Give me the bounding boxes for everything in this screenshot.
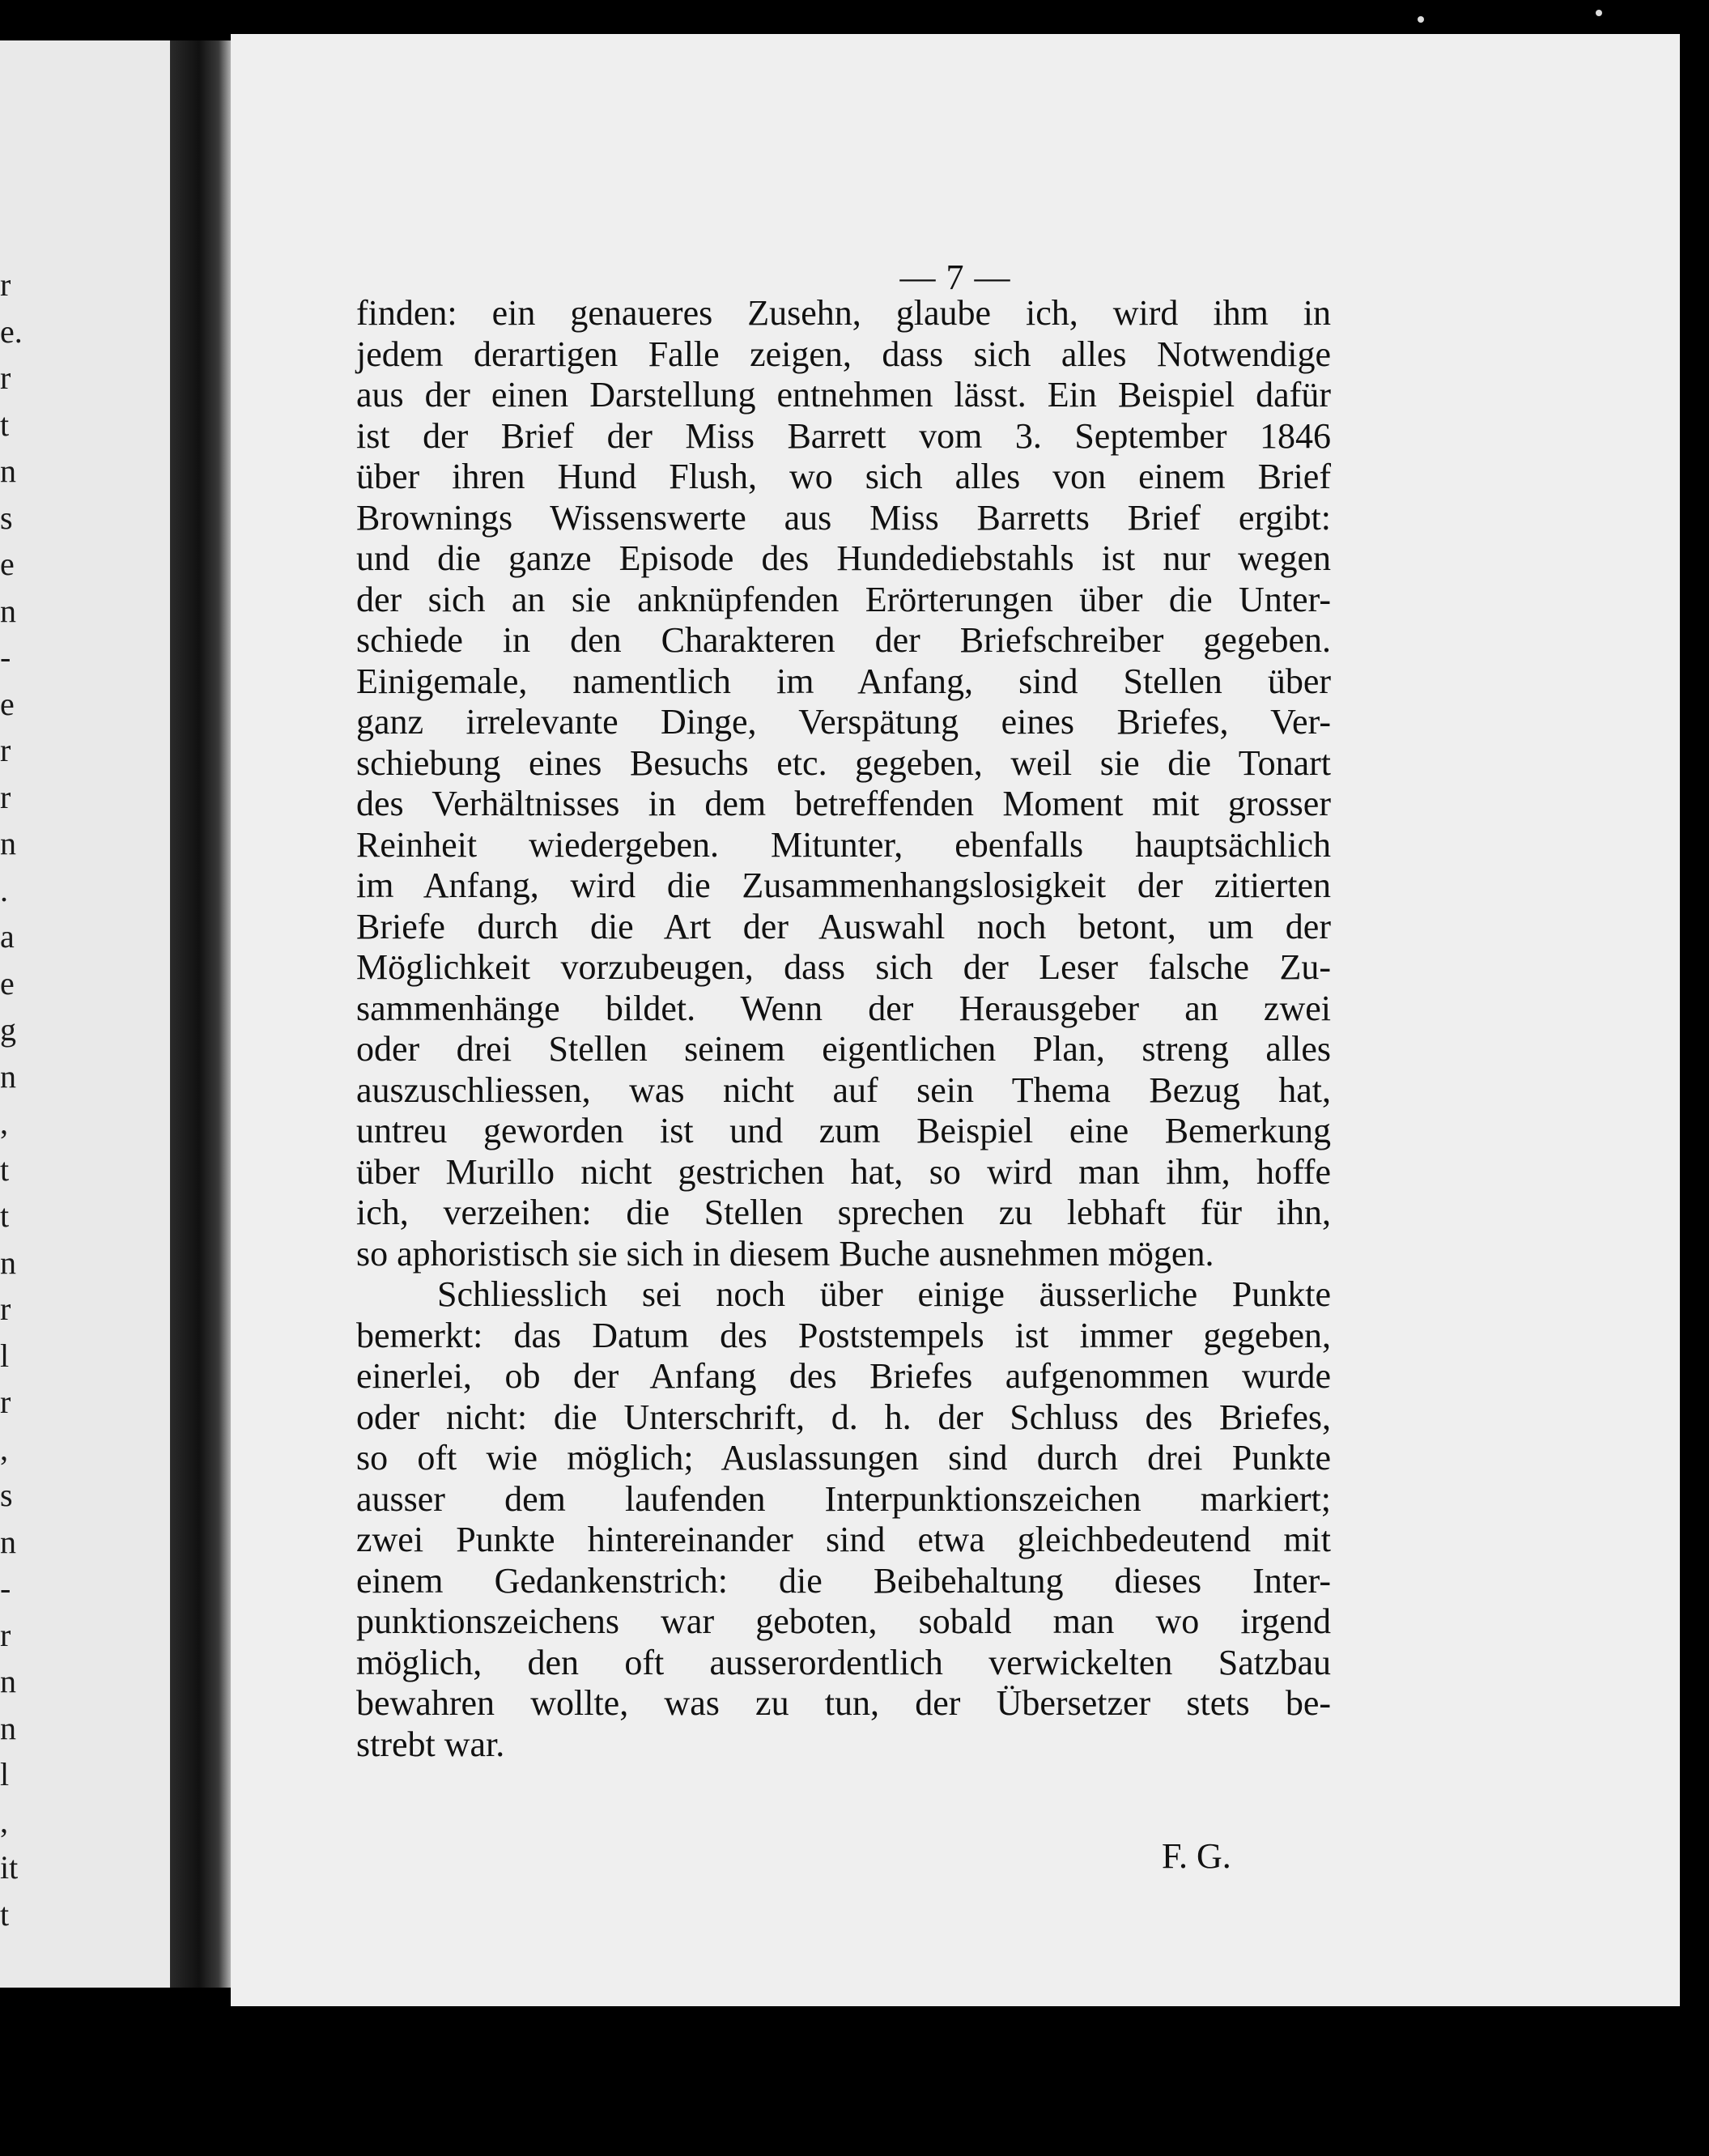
- text-line: zwei Punkte hintereinander sind etwa gleichbedeutend mit: [356, 1520, 1331, 1559]
- edge-char: n: [0, 825, 16, 861]
- text-line: oder drei Stellen seinem eigentlichen Plan, streng alles: [356, 1029, 1331, 1069]
- text-line: und die ganze Episode des Hundediebstahls ist nur wegen: [356, 538, 1331, 578]
- text-line: untreu geworden ist und zum Beispiel eine Bemerkung: [356, 1111, 1331, 1150]
- text-line: schiebung eines Besuchs etc. gegeben, weil sie die Tonart: [356, 742, 1331, 783]
- text-line: ich, verzeihen: die Stellen sprechen zu lebhaft für ihn,: [356, 1193, 1331, 1232]
- edge-char: e.: [0, 313, 23, 350]
- text-line: so oft wie möglich; Auslassungen sind durch drei Punkte: [356, 1438, 1331, 1478]
- book-page: [231, 34, 1680, 2006]
- text-line: auszuschliessen, was nicht auf sein Thema Bezug hat,: [356, 1069, 1331, 1110]
- text-line: bemerkt: das Datum des Poststempels ist immer gegeben,: [356, 1315, 1331, 1355]
- text-line: einem Gedankenstrich: die Beibehaltung dieses Inter-: [356, 1560, 1331, 1601]
- edge-char: n: [0, 1057, 16, 1095]
- text-line: ist der Brief der Miss Barrett vom 3. September 1846: [356, 415, 1331, 456]
- page-number: — 7 —: [899, 257, 1011, 297]
- edge-char: n: [0, 453, 16, 489]
- edge-char: a: [0, 918, 15, 955]
- text-line: strebt war.: [356, 1724, 505, 1764]
- edge-char: t: [0, 1895, 10, 1933]
- text-line: jedem derartigen Falle zeigen, dass sich alles Notwendige: [356, 334, 1331, 374]
- edge-char: t: [0, 406, 10, 443]
- text-line: Brownings Wissenswerte aus Miss Barretts Brief ergibt:: [356, 497, 1331, 538]
- text-line: schiede in den Charakteren der Briefschreiber gegeben.: [356, 620, 1331, 660]
- edge-char: e: [0, 964, 15, 1001]
- edge-char: t: [0, 1150, 10, 1188]
- text-line: ganz irrelevante Dinge, Verspätung eines Briefes, Ver-: [356, 702, 1331, 742]
- paragraph-2: [356, 1274, 1331, 1765]
- text-line: oder nicht: die Unterschrift, d. h. der Schluss des Briefes,: [356, 1397, 1331, 1437]
- edge-char: n: [0, 592, 16, 629]
- edge-char: l: [0, 1337, 10, 1374]
- text-line: der sich an sie anknüpfenden Erörterungen über die Unter-: [356, 579, 1331, 619]
- text-line: sammenhänge bildet. Wenn der Herausgeber an zwei: [356, 988, 1331, 1028]
- edge-char: s: [0, 1477, 13, 1513]
- edge-char: r: [0, 732, 11, 768]
- text-line: so aphoristisch sie sich in diesem Buche ausnehmen mögen.: [356, 1233, 1214, 1274]
- edge-char: ,: [0, 1430, 8, 1467]
- text-line: finden: ein genaueres Zusehn, glaube ich, wird ihm in: [356, 293, 1331, 333]
- edge-char: n: [0, 1663, 16, 1699]
- edge-char: r: [0, 359, 11, 396]
- book-gutter: [170, 40, 235, 1988]
- edge-char: r: [0, 1384, 11, 1420]
- text-line: über Murillo nicht gestrichen hat, so wird man ihm, hoffe: [356, 1151, 1331, 1192]
- text-line: des Verhältnisses in dem betreffenden Moment mit grosser: [356, 784, 1331, 823]
- left-page-edge: [0, 40, 194, 1988]
- text-line: möglich, den oft ausserordentlich verwickelten Satzbau: [356, 1642, 1331, 1682]
- edge-char: l: [0, 1756, 10, 1792]
- edge-char: r: [0, 1291, 11, 1327]
- edge-char: g: [0, 1011, 16, 1048]
- edge-char: -: [0, 1570, 11, 1606]
- text-line: punktionszeichens war geboten, sobald man wo irgend: [356, 1601, 1331, 1641]
- edge-char: ,: [0, 1802, 8, 1839]
- text-line: im Anfang, wird die Zusammenhangslosigkeit der zitierten: [356, 865, 1331, 905]
- text-line: einerlei, ob der Anfang des Briefes aufgenommen wurde: [356, 1356, 1331, 1396]
- text-line: Einigemale, namentlich im Anfang, sind Stellen über: [356, 661, 1331, 701]
- text-line: bewahren wollte, was zu tun, der Übersetzer stets be-: [356, 1683, 1331, 1723]
- edge-char: n: [0, 1244, 16, 1281]
- text-line: Reinheit wiedergeben. Mitunter, ebenfalls hauptsächlich: [356, 824, 1331, 865]
- edge-char: e: [0, 546, 15, 582]
- paragraph-1: [356, 293, 1331, 1274]
- left-page-edge-text: [0, 40, 23, 1988]
- body-text: [356, 293, 1331, 1765]
- text-line: ausser dem laufenden Interpunktionszeichen markiert;: [356, 1478, 1331, 1519]
- edge-char: r: [0, 1616, 11, 1653]
- text-line: über ihren Hund Flush, wo sich alles von einem Brief: [356, 457, 1331, 496]
- edge-char: e: [0, 685, 15, 722]
- edge-char: n: [0, 1523, 16, 1560]
- edge-char: it: [0, 1849, 19, 1886]
- text-line: Briefe durch die Art der Auswahl noch betont, um der: [356, 906, 1331, 946]
- edge-char: -: [0, 639, 11, 675]
- text-line: Möglichkeit vorzubeugen, dass sich der Leser falsche Zu-: [356, 947, 1331, 987]
- text-line: Schliesslich sei noch über einige äusserliche Punkte: [437, 1274, 1331, 1314]
- signature-initials: F. G.: [1162, 1836, 1231, 1876]
- edge-char: r: [0, 778, 11, 815]
- edge-char: .: [0, 871, 8, 908]
- text-line: aus der einen Darstellung entnehmen lässt. Ein Beispiel dafür: [356, 375, 1331, 415]
- edge-char: s: [0, 499, 13, 536]
- edge-char: ,: [0, 1104, 8, 1141]
- edge-char: r: [0, 266, 11, 303]
- edge-char: n: [0, 1709, 16, 1746]
- edge-char: t: [0, 1197, 10, 1234]
